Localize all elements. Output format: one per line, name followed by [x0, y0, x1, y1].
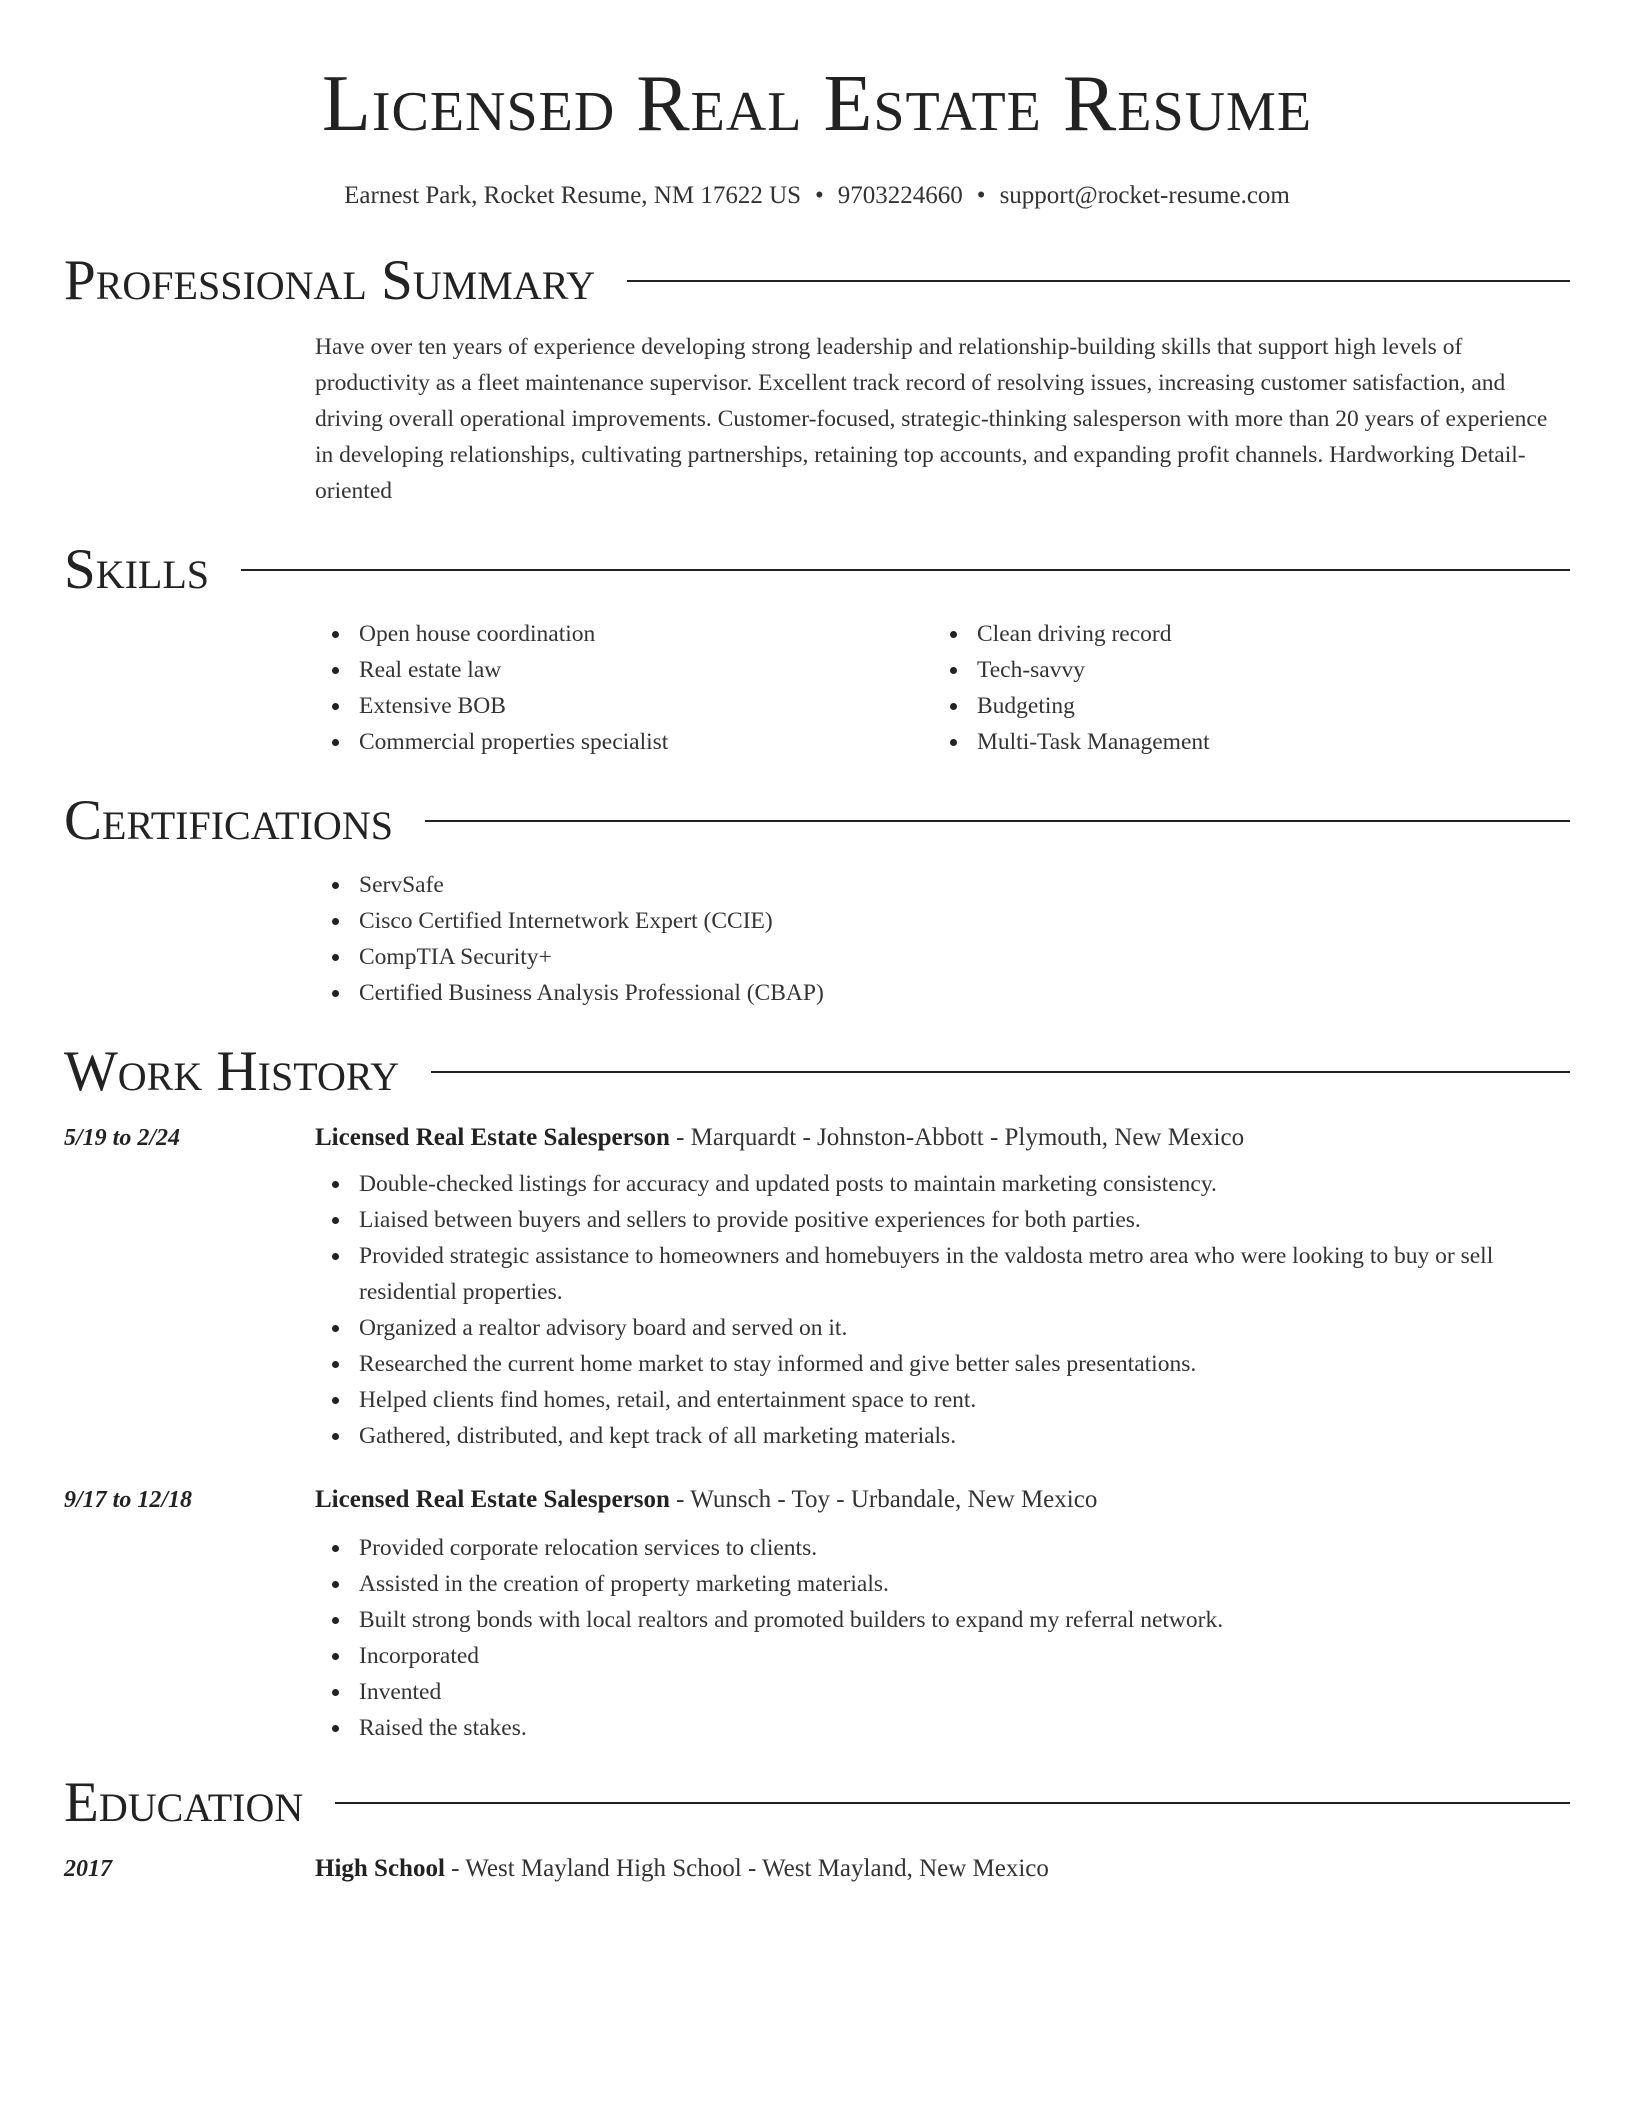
skill-item: Budgeting — [933, 688, 1551, 724]
section-divider — [627, 280, 1570, 282]
skill-item: Clean driving record — [933, 616, 1551, 652]
skills-list — [315, 616, 1570, 760]
job-bullet: Raised the stakes. — [315, 1710, 1570, 1746]
skill-item: Extensive BOB — [315, 688, 933, 724]
job-header — [64, 1486, 1570, 1514]
job-title-line — [315, 1124, 1244, 1152]
section-divider — [241, 569, 1570, 571]
job-bullets — [315, 1166, 1570, 1454]
resume-title: Licensed Real Estate Resume — [321, 60, 1313, 148]
job-employer: - Marquardt - Johnston-Abbott - Plymouth, New Mexico — [669, 1124, 1245, 1151]
job-header — [64, 1124, 1570, 1152]
job-bullet: Provided strategic assistance to homeowners and homebuyers in the valdosta metro area who were looking to buy or sell residential properties. — [315, 1238, 1570, 1310]
section-divider — [425, 820, 1570, 822]
job-bullet: Gathered, distributed, and kept track of all marketing materials. — [315, 1418, 1570, 1454]
summary-heading — [64, 249, 1570, 312]
work-history-heading-label: Work History — [64, 1040, 400, 1103]
education-line — [315, 1855, 1049, 1883]
job-entry — [64, 1124, 1570, 1454]
skill-item: Real estate law — [315, 652, 933, 688]
job-bullet: Incorporated — [315, 1638, 1570, 1674]
job-bullet: Double-checked listings for accuracy and updated posts to maintain marketing consistency. — [315, 1166, 1570, 1202]
contact-separator: • — [815, 182, 824, 209]
job-bullet: Helped clients find homes, retail, and entertainment space to rent. — [315, 1382, 1570, 1418]
job-title: Licensed Real Estate Salesperson — [315, 1124, 670, 1151]
contact-phone: 9703224660 — [837, 182, 963, 209]
job-dates: 5/19 to 2/24 — [64, 1125, 181, 1151]
skill-item: Tech-savvy — [933, 652, 1551, 688]
job-bullet: Assisted in the creation of property marketing materials. — [315, 1566, 1570, 1602]
certifications-heading-label: Certifications — [64, 789, 393, 852]
education-entry — [64, 1855, 1570, 1883]
resume-page — [64, 0, 1570, 1883]
skill-item: Commercial properties specialist — [315, 724, 933, 760]
certifications-list — [315, 867, 1570, 1011]
contact-separator: • — [976, 182, 986, 209]
skills-heading-label: Skills — [64, 538, 210, 601]
job-bullet: Researched the current home market to stay informed and give better sales presentations. — [315, 1346, 1570, 1382]
job-bullet: Invented — [315, 1674, 1570, 1710]
work-history-heading — [64, 1040, 1570, 1103]
summary-heading-label: Professional Summary — [64, 249, 596, 312]
contact-line — [64, 182, 1570, 210]
education-heading-label: Education — [64, 1771, 304, 1834]
job-bullet: Organized a realtor advisory board and served on it. — [315, 1310, 1570, 1346]
job-bullets — [315, 1530, 1570, 1746]
education-year: 2017 — [64, 1856, 112, 1882]
skills-column-left — [315, 616, 933, 760]
skill-item: Open house coordination — [315, 616, 933, 652]
skills-column-right — [933, 616, 1551, 760]
certification-item: ServSafe — [315, 867, 1570, 903]
education-degree: High School — [315, 1855, 445, 1882]
section-divider — [431, 1071, 1570, 1073]
job-entry — [64, 1486, 1570, 1746]
job-bullet: Built strong bonds with local realtors and promoted builders to expand my referral network. — [315, 1602, 1570, 1638]
skill-item: Multi-Task Management — [933, 724, 1551, 760]
job-bullet: Provided corporate relocation services to clients. — [315, 1530, 1570, 1566]
certification-item: Cisco Certified Internetwork Expert (CCIE) — [315, 903, 1570, 939]
job-title-line — [315, 1486, 1097, 1514]
contact-email: support@rocket-resume.com — [999, 182, 1290, 209]
contact-address: Earnest Park, Rocket Resume, NM 17622 US — [344, 182, 802, 209]
job-employer: - Wunsch - Toy - Urbandale, New Mexico — [669, 1486, 1098, 1513]
summary-text: Have over ten years of experience developing strong leadership and relationship-building skills that support high levels of productivity as a fleet maintenance supervisor. Excellent track record of resolving issues, increasing customer satisfaction, and driving overall operational improvements. Customer-focused, strategic-thinking salesperson with more than 20 years of experience in developing relationships, cultivating partnerships, retaining top accounts, and expanding profit channels. Hardworking Detail-oriented — [315, 334, 1548, 504]
education-heading — [64, 1771, 1570, 1834]
education-school: - West Mayland High School - West Mayland, New Mexico — [444, 1855, 1049, 1882]
job-dates: 9/17 to 12/18 — [64, 1487, 193, 1513]
certification-item: Certified Business Analysis Professional (CBAP) — [315, 975, 1570, 1011]
job-bullet: Liaised between buyers and sellers to provide positive experiences for both parties. — [315, 1202, 1570, 1238]
job-title: Licensed Real Estate Salesperson — [315, 1486, 670, 1513]
section-divider — [335, 1802, 1570, 1804]
certifications-heading — [64, 789, 1570, 852]
certification-item: CompTIA Security+ — [315, 939, 1570, 975]
skills-heading — [64, 538, 1570, 601]
